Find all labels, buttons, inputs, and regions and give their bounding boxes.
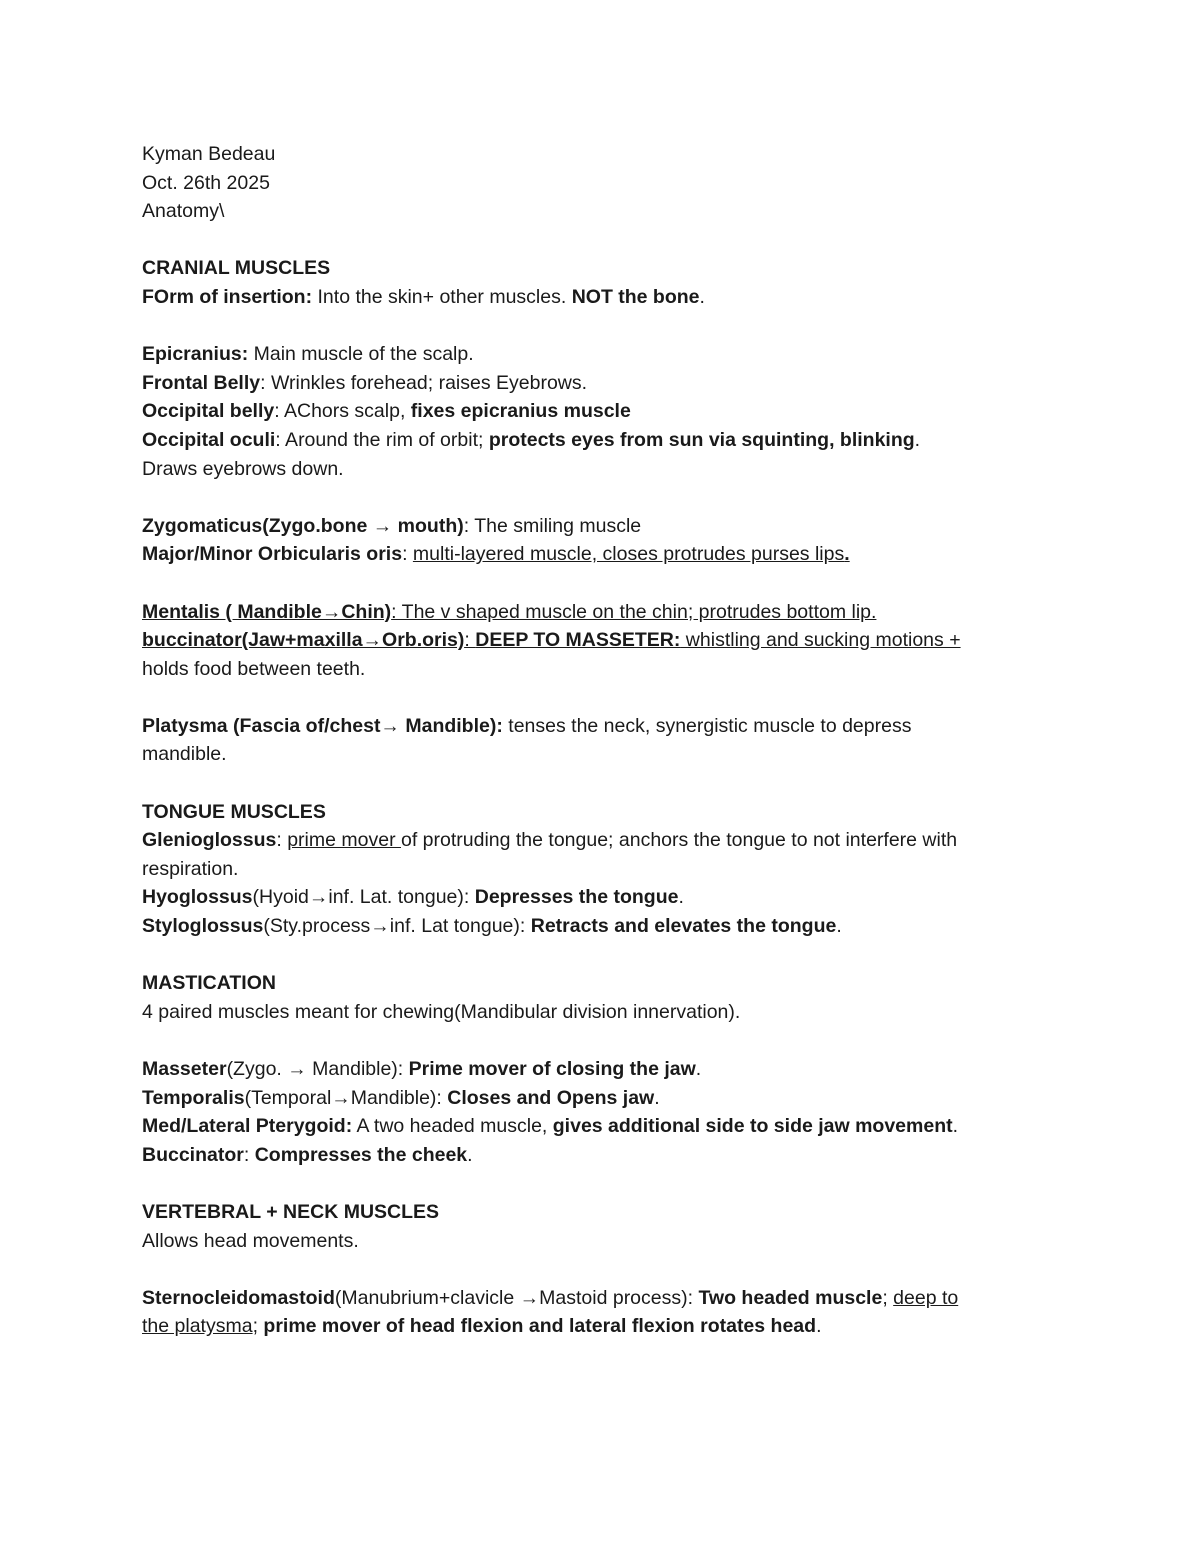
definition: : (402, 543, 413, 566)
note-buccinator-cont: holds food between teeth. (142, 657, 366, 680)
note-masseter (142, 1055, 1062, 1084)
definition: : The v shaped muscle on the chin; protrudes bottom lip. (391, 600, 877, 623)
term: Zygomaticus(Zygo.bone → mouth) (142, 514, 464, 537)
definition: (Manubrium+clavicle →Mastoid process): (334, 1286, 699, 1309)
note-styloglossus (142, 912, 1062, 941)
author-name: Kyman Bedeau (142, 143, 276, 165)
spacer (142, 226, 1062, 255)
note-glenioglossus (142, 826, 1062, 855)
note-hyoglossus (142, 883, 1062, 912)
section-heading-vertebral: VERTEBRAL + NECK MUSCLES (142, 1200, 440, 1223)
definition-cont: whistling and sucking motions + (680, 629, 961, 652)
definition: (Temporal→Mandible): (244, 1086, 448, 1109)
note-frontal-belly (142, 369, 1062, 398)
emphasis: Compresses the cheek (254, 1143, 468, 1166)
definition: : Wrinkles forehead; raises Eyebrows. (260, 371, 588, 394)
punctuation: . (695, 1058, 702, 1080)
emphasis: Closes and Opens jaw (447, 1086, 655, 1109)
section-heading-tongue: TONGUE MUSCLES (142, 800, 326, 823)
definition: : The smiling muscle (463, 514, 642, 537)
separator: ; (882, 1286, 894, 1309)
section-heading-cranial: CRANIAL MUSCLES (142, 257, 331, 280)
note-mentalis (142, 598, 1062, 627)
underlined-text: the platysma (142, 1315, 253, 1338)
note-pterygoid (142, 1112, 1062, 1141)
spacer (142, 1169, 1062, 1198)
spacer (142, 483, 1062, 512)
note-mastication-intro: 4 paired muscles meant for chewing(Mandibular division innervation). (142, 1000, 741, 1023)
underlined-text: deep to (893, 1286, 959, 1309)
term: Occipital oculi (142, 428, 276, 451)
definition-cont: of protruding the tongue; anchors the tongue to not interfere with (400, 829, 958, 852)
note-orbicularis (142, 540, 1062, 569)
emphasis: prime mover of head flexion and lateral flexion rotates head (263, 1315, 817, 1338)
punctuation: . (844, 543, 850, 566)
term: Buccinator (142, 1143, 244, 1166)
note-vertebral-intro: Allows head movements. (142, 1229, 359, 1252)
definition: (Zygo. → Mandible): (226, 1058, 409, 1080)
note-sternocleidomastoid (142, 1284, 1062, 1313)
definition: Main muscle of the scalp. (248, 343, 474, 366)
spacer (142, 1026, 1062, 1055)
note-platysma (142, 712, 1062, 741)
section-heading-mastication: MASTICATION (142, 972, 276, 995)
term: Glenioglossus (142, 829, 277, 852)
document-body (142, 140, 1062, 1341)
note-epicranius (142, 340, 1062, 369)
spacer (142, 769, 1062, 798)
term: Occipital belly (142, 400, 275, 423)
note-insertion (142, 283, 1062, 312)
spacer (142, 941, 1062, 970)
note-buccinator (142, 626, 1062, 655)
punctuation: . (699, 285, 705, 308)
punctuation: . (836, 915, 842, 938)
definition: tenses the neck, synergistic muscle to depress (502, 714, 912, 737)
punctuation: . (816, 1315, 822, 1338)
note-temporalis (142, 1084, 1062, 1113)
punctuation: . (914, 428, 921, 451)
definition: (Hyoid→inf. Lat. tongue): (252, 886, 475, 909)
spacer (142, 569, 1062, 598)
term: FOrm of insertion: (142, 285, 313, 308)
punctuation: . (467, 1143, 473, 1166)
definition: : AChors scalp, (274, 400, 411, 423)
document-date: Oct. 26th 2025 (142, 171, 270, 194)
definition: : (243, 1143, 255, 1166)
definition: A two headed muscle, (352, 1115, 553, 1138)
note-occipital-oculi (142, 426, 1062, 455)
term: Sternocleidomastoid (142, 1286, 335, 1309)
emphasis: NOT the bone (571, 285, 700, 308)
term: Temporalis (142, 1086, 245, 1109)
underlined-text: multi-layered muscle, closes protrudes purses lips (412, 543, 845, 566)
term: Frontal Belly (142, 371, 261, 394)
emphasis: fixes epicranius muscle (410, 400, 631, 423)
spacer (142, 312, 1062, 341)
term: Masseter (142, 1058, 227, 1080)
term: Styloglossus (142, 915, 264, 938)
term: Mentalis ( Mandible→Chin) (142, 600, 392, 623)
note-sternocleidomastoid-cont (142, 1312, 1062, 1341)
note-zygomaticus (142, 512, 1062, 541)
course-name: Anatomy\ (142, 200, 225, 223)
note-platysma-cont: mandible. (142, 743, 227, 766)
punctuation: . (654, 1086, 660, 1109)
term: Med/Lateral Pterygoid: (142, 1115, 353, 1138)
emphasis: gives additional side to side jaw movement (552, 1115, 953, 1138)
note-occipital-oculi-cont: Draws eyebrows down. (142, 457, 344, 480)
term: Epicranius: (142, 343, 249, 366)
underlined-text: prime mover (287, 829, 401, 852)
term: Hyoglossus (142, 886, 253, 909)
emphasis: DEEP TO MASSETER: (475, 629, 681, 652)
emphasis: Two headed muscle (698, 1286, 883, 1309)
note-glenioglossus-cont: respiration. (142, 857, 239, 880)
definition: (Sty.process→inf. Lat tongue): (263, 915, 531, 938)
separator: ; (252, 1315, 264, 1338)
emphasis: Prime mover of closing the jaw (408, 1058, 696, 1080)
note-buccinator-mastication (142, 1141, 1062, 1170)
spacer (142, 683, 1062, 712)
term: buccinator(Jaw+maxilla→Orb.oris) (142, 629, 465, 652)
emphasis: Retracts and elevates the tongue (530, 915, 837, 938)
emphasis: Depresses the tongue (474, 886, 679, 909)
term: Major/Minor Orbicularis oris (142, 543, 403, 566)
definition: : (276, 829, 288, 852)
punctuation: . (952, 1115, 959, 1138)
definition: : (464, 629, 476, 652)
punctuation: . (678, 886, 684, 909)
term: Platysma (Fascia of/chest→ Mandible): (142, 714, 503, 737)
spacer (142, 1255, 1062, 1284)
definition: Into the skin+ other muscles. (312, 285, 572, 308)
emphasis: protects eyes from sun via squinting, blinking (488, 428, 915, 451)
note-occipital-belly (142, 397, 1062, 426)
definition: : Around the rim of orbit; (275, 428, 489, 451)
